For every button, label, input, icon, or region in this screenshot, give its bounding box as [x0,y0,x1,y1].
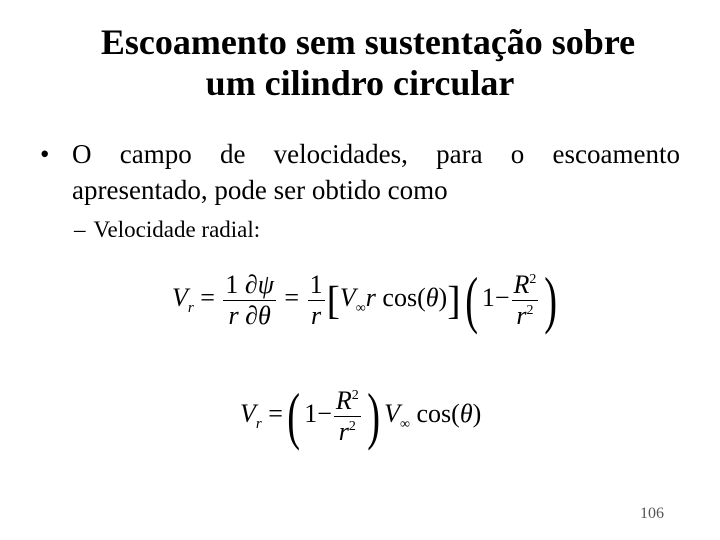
eq1-v-sub: ∞ [355,300,366,316]
title-line-1: Escoamento sem sustentação sobre [100,22,636,62]
eq2-v-sub: ∞ [399,416,410,432]
page-number: 106 [640,505,664,522]
eq1-minus: − [494,282,510,312]
eq1-r-exp: 2 [526,302,534,318]
bullet-item [40,136,680,208]
eq1-R: R [513,269,530,299]
eq1-lhs: V [172,282,188,312]
eq2-lhs-sub: r [255,415,262,432]
eq1-f1-den: r [228,300,239,330]
eq2-one: 1 [304,398,318,428]
eq1-lhs-sub: r [187,299,194,316]
eq1-fraction-1 [223,270,276,331]
eq1-f2-num: 1 [309,269,323,299]
eq1-fraction-2 [308,270,325,331]
eq1-equals: = [200,282,215,312]
eq1-f1-den-part: ∂θ [245,300,271,330]
sub-bullet-text: Velocidade radial: [93,217,261,242]
eq2-lhs: V [240,398,256,428]
eq2-r-exp: 2 [348,418,356,434]
eq1-equals-2: = [284,282,300,312]
bullet-marker: • [40,139,50,169]
eq2-equals: = [268,398,283,428]
equation-radial-velocity-1: $V_r$ = $\frac{1 \partial\psi}{r \partial\theta}$ = $\frac{1}{r}$ [$V_\infty r$ cos(θ)]( 1− $\frac{R^2}{r^2}$ ) [172,264,558,335]
eq1-r-den: r [516,300,527,330]
eq2-theta: θ [459,398,473,428]
eq1-v: V [339,282,356,312]
sub-bullet-marker: – [74,217,86,242]
slide-title [0,22,720,104]
eq2-R: R [335,385,352,415]
eq1-cos: cos [382,282,418,312]
eq2-R-exp: 2 [351,387,359,403]
sub-bullet [74,216,260,244]
eq2-cos: cos [416,398,452,428]
eq1-fraction-3 [512,270,539,331]
bullet-text: O campo de velocidades, para o escoamento apresentado, pode ser obtido como [72,139,680,205]
equation-radial-velocity-2: $V_r$ =( 1− $\frac{R^2}{r^2}$ ) $V_\infty$ cos(θ) [240,380,482,451]
title-line-2: um cilindro circular [205,63,515,103]
eq1-theta: θ [425,282,439,312]
eq1-r: r [365,282,376,312]
eq1-one: 1 [481,282,495,312]
eq1-f2-den: r [308,300,325,331]
eq1-f1-num-part: ∂ψ [244,269,274,299]
eq2-r-den: r [338,416,349,446]
eq1-f1-num: 1 [225,269,239,299]
eq2-v: V [384,398,400,428]
eq2-fraction [334,386,361,447]
eq2-minus: − [317,398,332,428]
eq1-R-exp: 2 [529,271,537,287]
